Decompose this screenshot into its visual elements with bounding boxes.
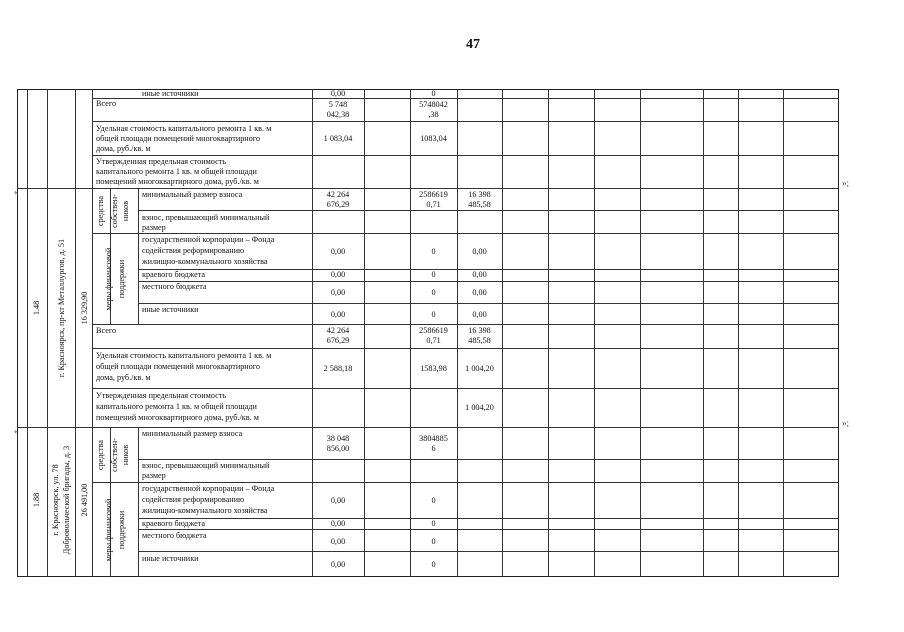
- group-owners-line: собствен-: [110, 194, 120, 228]
- quote-open-c: «: [14, 426, 19, 436]
- row-label: государственной корпорации – Фонда: [142, 235, 275, 244]
- cell-value: 0,00: [330, 270, 346, 279]
- cell-value: 5 748: [328, 100, 348, 109]
- row-label: взнос, превышающий минимальный: [142, 461, 270, 470]
- group-owners: [121, 201, 131, 221]
- item-address: г. Красноярск, ул. 78: [51, 464, 61, 536]
- row-label: минимальный размер взноса: [142, 190, 243, 199]
- page-number: 47: [466, 37, 480, 52]
- quote-close-b: »;: [842, 178, 850, 188]
- row-label: общей площади помещений многоквартирного: [96, 134, 261, 143]
- cell-value: 1083,04: [420, 134, 447, 143]
- row-label: государственной корпорации – Фонда: [142, 484, 275, 493]
- group-owners: [96, 196, 106, 226]
- item-area: 26 491,00: [80, 483, 90, 517]
- cell-value: 0,00: [330, 560, 346, 569]
- cell-value: 485,58: [468, 200, 491, 209]
- row-label: общей площади помещений многоквартирного: [96, 362, 261, 371]
- cell-value: ,38: [428, 110, 439, 119]
- group-owners: ников: [121, 444, 131, 466]
- row-label: Удельная стоимость капитального ремонта 1 кв. м: [96, 124, 272, 133]
- cell-value: 1 083,04: [323, 134, 353, 143]
- group-support: меры финансовой: [104, 498, 114, 562]
- item-number: 1.88: [32, 492, 42, 508]
- quote-close-c: »;: [842, 418, 850, 428]
- row-label: краевого бюджета: [142, 270, 206, 279]
- cell-value: 42 264: [326, 326, 350, 335]
- row-label: краевого бюджета: [142, 519, 206, 528]
- cell-value: 0: [431, 537, 436, 546]
- group-owners-line: ников: [121, 200, 131, 222]
- cell-value: 0: [431, 560, 436, 569]
- row-label: Утвержденная предельная стоимость: [96, 391, 227, 400]
- cell-value: 1 004,20: [465, 403, 494, 412]
- row-label: иные источники: [142, 554, 199, 563]
- cell-value: 0,00: [330, 310, 346, 319]
- item-address: Добровольческой бригады, д. 3: [62, 445, 72, 555]
- cell-value: 0: [431, 247, 436, 256]
- group-support-line: поддержки: [117, 259, 127, 299]
- row-label: иные источники: [142, 305, 199, 314]
- cell-value: 0,00: [472, 270, 487, 279]
- cell-value: 0,00: [330, 496, 346, 505]
- row-label: взнос, превышающий минимальный: [142, 213, 270, 222]
- cell-value: 0,00: [330, 288, 346, 297]
- item-area: 16 329,90: [80, 291, 90, 325]
- cell-value: 0: [431, 496, 436, 505]
- cell-value: 2 588,18: [323, 364, 353, 373]
- cell-value: 0,00: [472, 288, 487, 297]
- cell-value: 1 004,20: [465, 364, 494, 373]
- row-label: дома, руб./кв. м: [96, 373, 151, 382]
- group-support: [117, 260, 127, 298]
- cell-value: 676,29: [326, 336, 350, 345]
- row-label: размер: [142, 471, 166, 480]
- row-label: содействия реформированию: [142, 246, 245, 255]
- cell-value: 38 048: [326, 434, 350, 443]
- group-support-line: меры финансовой: [104, 247, 114, 311]
- group-owners: собствен-: [110, 438, 120, 472]
- cell-value: 16 398: [468, 190, 491, 199]
- group-owners-line: средства: [96, 195, 106, 227]
- item-address: г. Красноярск, пр-кт Металлургов, д. 51: [57, 238, 67, 378]
- cell-value: 0: [431, 89, 436, 98]
- row-label: содействия реформированию: [142, 495, 245, 504]
- cell-value: 0,00: [330, 519, 346, 528]
- row-label: помещений многоквартирного дома, руб./кв. м: [96, 177, 259, 186]
- cell-value: 2586619: [419, 326, 448, 335]
- group-support: поддержки: [117, 510, 127, 550]
- cell-value: 0: [431, 288, 436, 297]
- cell-value: 0,00: [330, 247, 346, 256]
- row-label: минимальный размер взноса: [142, 429, 243, 438]
- cell-value: 0,71: [426, 336, 441, 345]
- cell-value: 0,00: [330, 537, 346, 546]
- row-label: дома, руб./кв. м: [96, 144, 151, 153]
- cell-value: 2586619: [419, 190, 448, 199]
- cell-value: 3804885: [419, 434, 448, 443]
- group-owners: [110, 194, 120, 228]
- row-label: капитального ремонта 1 кв. м общей площади: [96, 167, 257, 176]
- cell-value: 042,38: [326, 110, 350, 119]
- cell-value: 6: [431, 444, 436, 453]
- cell-value: 485,58: [468, 336, 491, 345]
- item-number: 1.48: [32, 300, 42, 316]
- quote-open-b: «: [14, 187, 19, 197]
- row-label: капитального ремонта 1 кв. м общей площади: [96, 402, 257, 411]
- row-label: местного бюджета: [142, 282, 207, 291]
- row-label: Утвержденная предельная стоимость: [96, 157, 227, 166]
- row-label: помещений многоквартирного дома, руб./кв. м: [96, 413, 259, 422]
- cell-value: 856,00: [326, 444, 350, 453]
- row-label: Удельная стоимость капитального ремонта 1 кв. м: [96, 351, 272, 360]
- cell-value: 0: [431, 270, 436, 279]
- row-label: жилищно-коммунального хозяйства: [142, 257, 268, 266]
- group-support: [104, 248, 114, 311]
- cell-value: 16 398: [468, 326, 491, 335]
- cell-value: 0,00: [472, 310, 487, 319]
- cell-value: 0: [431, 519, 436, 528]
- row-label: Всего: [96, 326, 117, 335]
- row-label: иные источники: [142, 89, 199, 98]
- cell-value: 0,00: [330, 89, 346, 98]
- cell-value: 676,29: [326, 200, 350, 209]
- row-label: Всего: [96, 99, 117, 108]
- row-label: местного бюджета: [142, 531, 207, 540]
- cell-value: 0,00: [472, 247, 487, 256]
- cell-value: 0: [431, 310, 436, 319]
- cell-value: 1583,98: [420, 364, 447, 373]
- cell-value: 42 264: [326, 190, 350, 199]
- group-owners: средства: [96, 439, 106, 471]
- cell-value: 0,71: [426, 200, 441, 209]
- row-label: жилищно-коммунального хозяйства: [142, 506, 268, 515]
- row-label: размер: [142, 223, 166, 232]
- cell-value: 5748042: [419, 100, 448, 109]
